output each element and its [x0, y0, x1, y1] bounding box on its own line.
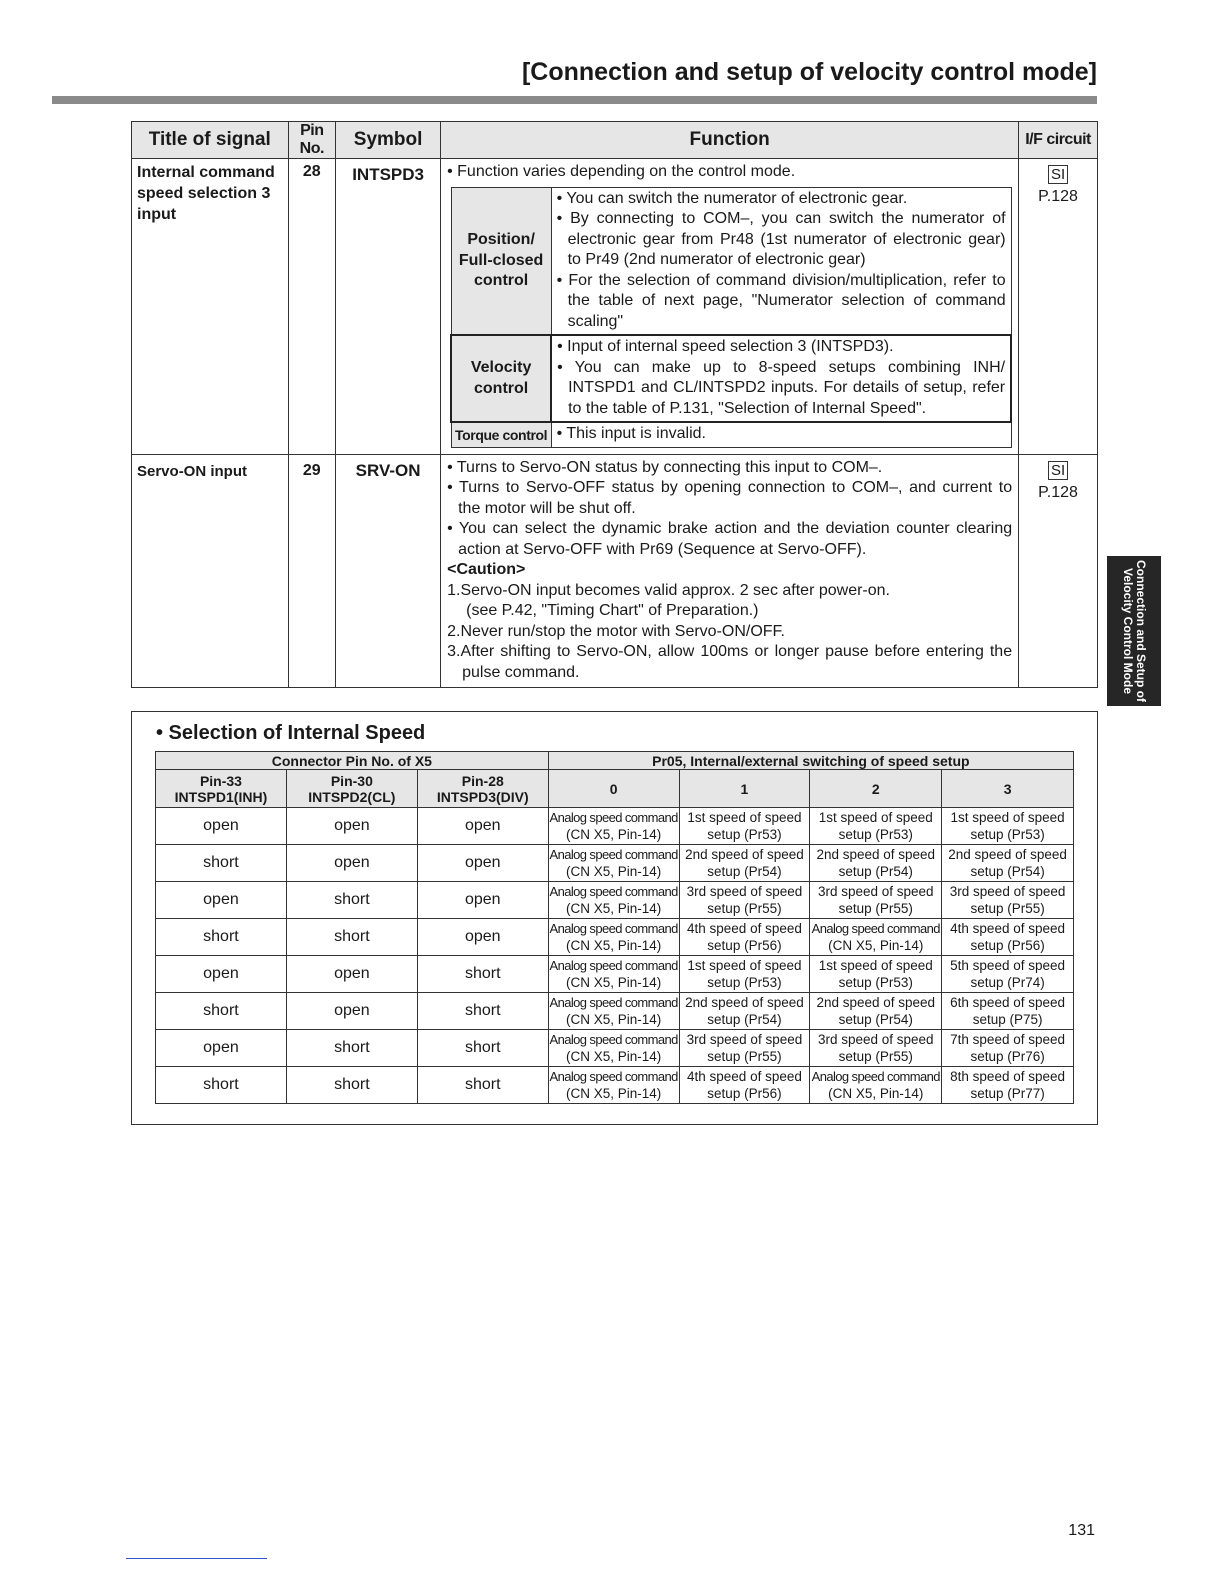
speed-setting [548, 808, 679, 845]
speed-setting-line: 2nd speed of speed [685, 846, 804, 862]
if-circuit [1019, 159, 1098, 455]
pr05-value-header: 2 [810, 770, 942, 808]
pin-state: open [156, 1030, 287, 1067]
speed-setting-line: setup (Pr55) [838, 1049, 913, 1064]
speed-setting-line: Analog speed command [549, 809, 678, 825]
if-circuit [1019, 454, 1098, 688]
speed-setting-line: Analog speed command [811, 1068, 940, 1084]
pin-state: short [417, 993, 548, 1030]
speed-setting-line: 1st speed of speed [818, 957, 933, 973]
speed-setting-line: 3rd speed of speed [949, 883, 1066, 899]
speed-setting-line: Analog speed command [549, 920, 678, 936]
speed-setting-line: 2nd speed of speed [685, 994, 804, 1010]
speed-setting [942, 845, 1074, 882]
speed-setting-line: setup (Pr53) [970, 827, 1045, 842]
side-tab-label [1121, 560, 1147, 702]
speed-setting-line: setup (Pr55) [970, 901, 1045, 916]
speed-setting-line: Analog speed command [549, 1068, 678, 1084]
mode-line: • By connecting to COM–, you can switch the numerator of electronic gear from Pr48 (1st numerator of electronic gear) to Pr49 (2nd numerator of electronic gear) [556, 210, 1006, 268]
table-row [156, 882, 1074, 919]
signal-title: Internal command speed selection 3 input [132, 159, 289, 455]
signal-table [131, 121, 1098, 688]
speed-setting-line: 1st speed of speed [818, 809, 933, 825]
col-pin-no: Pin No. [288, 122, 336, 159]
internal-speed-table [155, 751, 1074, 1104]
caution-item: 3.After shifting to Servo-ON, allow 100ms or longer pause before entering the pulse command. [447, 643, 1013, 681]
table-row [156, 956, 1074, 993]
group-connector-pins: Connector Pin No. of X5 [156, 752, 549, 770]
speed-setting-line: (CN X5, Pin-14) [828, 1086, 924, 1101]
pin-state: short [286, 1067, 417, 1104]
speed-setting-line: 3rd speed of speed [686, 1031, 803, 1047]
speed-setting-line: setup (Pr54) [838, 1012, 913, 1027]
speed-setting-line: setup (Pr77) [970, 1086, 1045, 1101]
speed-setting-line: 8th speed of speed [950, 1068, 1065, 1084]
col-title-of-signal: Title of signal [132, 122, 289, 159]
speed-setting [679, 1067, 810, 1104]
internal-speed-box [131, 711, 1098, 1125]
mode-label: Position/ Full-closed control [451, 187, 551, 335]
speed-setting-line: setup (Pr54) [707, 864, 782, 879]
mode-label: Velocity control [451, 335, 551, 422]
speed-setting-line: setup (Pr55) [707, 901, 782, 916]
table-row [156, 845, 1074, 882]
mode-line: • For the selection of command division/multiplication, refer to the table of next page, "Numerator selection of command scaling" [556, 271, 1006, 330]
speed-setting [810, 993, 942, 1030]
speed-setting-line: setup (Pr53) [707, 827, 782, 842]
speed-setting-line: Analog speed command [811, 920, 940, 936]
signal-function [441, 454, 1019, 688]
speed-setting-line: Analog speed command [549, 1031, 678, 1047]
speed-setting [679, 845, 810, 882]
speed-setting [810, 845, 942, 882]
speed-setting-line: 2nd speed of speed [816, 846, 936, 862]
pin-state: open [286, 956, 417, 993]
speed-setting-line: setup (Pr53) [707, 975, 782, 990]
speed-setting-line: 4th speed of speed [950, 920, 1065, 936]
function-intro: • Function varies depending on the control mode. [447, 163, 796, 180]
signal-pin: 29 [288, 454, 336, 688]
speed-setting [548, 956, 679, 993]
signal-row-intspd3 [132, 159, 1098, 455]
signal-table-header [132, 122, 1098, 159]
speed-setting [810, 956, 942, 993]
pin-state: open [417, 882, 548, 919]
speed-setting [810, 882, 942, 919]
signal-symbol: INTSPD3 [336, 159, 441, 455]
speed-setting [548, 882, 679, 919]
function-bullet: • Turns to Servo-ON status by connecting this input to COM–. [447, 458, 883, 476]
table-row [156, 919, 1074, 956]
speed-setting [810, 1067, 942, 1104]
pin-state: short [156, 1067, 287, 1104]
col-function: Function [441, 122, 1019, 159]
speed-setting-line: (CN X5, Pin-14) [565, 975, 662, 990]
speed-setting-line: setup (Pr54) [838, 864, 913, 879]
section-side-tab [1107, 556, 1161, 706]
pin-state: short [156, 845, 287, 882]
speed-setting [942, 808, 1074, 845]
speed-setting-line: 4th speed of speed [687, 1068, 802, 1084]
caution-label: <Caution> [447, 561, 526, 578]
signal-row-srv-on [132, 454, 1098, 688]
pin-state: short [286, 919, 417, 956]
speed-setting-line: (CN X5, Pin-14) [565, 901, 662, 916]
mode-line: • You can make up to 8-speed setups combining INH/ INTSPD1 and CL/INTSPD2 inputs. For details of setup, refer to the table of P.131, "Selection of Internal Speed". [557, 358, 1006, 417]
speed-setting [810, 808, 942, 845]
speed-setting-line: setup (Pr55) [707, 1049, 782, 1064]
speed-setting-line: setup (Pr53) [838, 827, 913, 842]
speed-setting [942, 993, 1074, 1030]
title-rule [52, 96, 1097, 104]
pin-state: open [156, 956, 287, 993]
pin-number: Pin-28 [461, 772, 504, 789]
speed-setting [548, 993, 679, 1030]
speed-setting [548, 919, 679, 956]
mode-line: • You can switch the numerator of electronic gear. [556, 189, 908, 207]
pin-state: short [286, 1030, 417, 1067]
speed-setting-line: 3rd speed of speed [817, 1031, 934, 1047]
mode-text [551, 187, 1011, 335]
pin-state: open [286, 993, 417, 1030]
speed-setting [942, 956, 1074, 993]
speed-setting-line: (CN X5, Pin-14) [565, 938, 662, 953]
speed-setting-line: Analog speed command [549, 883, 678, 899]
signal-pin: 28 [288, 159, 336, 455]
speed-setting-line: Analog speed command [549, 846, 678, 862]
speed-setting [679, 882, 810, 919]
group-pr05: Pr05, Internal/external switching of speed setup [548, 752, 1073, 770]
side-tab-line: Velocity Control Mode [1121, 567, 1135, 694]
speed-setting-line: 3rd speed of speed [686, 883, 803, 899]
speed-setting [679, 808, 810, 845]
signal-symbol: SRV-ON [336, 454, 441, 688]
speed-table-body [156, 808, 1074, 1104]
speed-setting [679, 956, 810, 993]
speed-setting-line: 4th speed of speed [687, 920, 802, 936]
pr05-value-header: 0 [548, 770, 679, 808]
col-if-circuit: I/F circuit [1019, 122, 1098, 159]
speed-setting-line: 1st speed of speed [687, 957, 802, 973]
speed-setting-line: 7th speed of speed [950, 1031, 1065, 1047]
pin-state: open [417, 845, 548, 882]
pin-state: open [286, 808, 417, 845]
pin-signal-name: INTSPD3(DIV) [436, 788, 529, 805]
pin-header [286, 770, 417, 808]
speed-setting-line: 6th speed of speed [950, 994, 1065, 1010]
speed-table-group-header [156, 752, 1074, 770]
mode-line: • This input is invalid. [556, 425, 706, 442]
speed-setting-line: setup (Pr56) [970, 938, 1045, 953]
speed-setting [679, 919, 810, 956]
pin-header [156, 770, 287, 808]
if-page-ref: P.128 [1038, 483, 1078, 501]
speed-setting-line: setup (P75) [972, 1012, 1043, 1027]
function-bullet: • You can select the dynamic brake action and the deviation counter clearing action at Servo-OFF with Pr69 (Sequence at Servo-OFF). [447, 520, 1013, 558]
speed-setting-line: (CN X5, Pin-14) [565, 1012, 662, 1027]
speed-setting [942, 1030, 1074, 1067]
pin-state: short [156, 993, 287, 1030]
pin-state: short [417, 956, 548, 993]
if-symbol: SI [1048, 165, 1068, 184]
function-bullet: • Turns to Servo-OFF status by opening connection to COM–, and current to the motor will be shut off. [447, 479, 1013, 517]
page-number: 131 [1068, 1522, 1095, 1539]
speed-setting [810, 1030, 942, 1067]
mode-text [551, 335, 1011, 422]
speed-setting [942, 919, 1074, 956]
table-row [156, 1030, 1074, 1067]
speed-setting-line: Analog speed command [549, 994, 678, 1010]
speed-setting-line: setup (Pr54) [970, 864, 1045, 879]
pin-number: Pin-33 [199, 772, 242, 789]
speed-setting [548, 845, 679, 882]
table-row [156, 993, 1074, 1030]
pin-header [417, 770, 548, 808]
pin-signal-name: INTSPD2(CL) [308, 788, 396, 805]
speed-setting-line: 1st speed of speed [687, 809, 802, 825]
mode-line: • Input of internal speed selection 3 (INTSPD3). [557, 338, 894, 355]
signal-title: Servo-ON input [132, 454, 289, 688]
speed-setting [679, 993, 810, 1030]
pin-state: open [156, 882, 287, 919]
mode-row-velocity [451, 335, 1011, 422]
speed-setting-line: Analog speed command [549, 957, 678, 973]
speed-setting-line: setup (Pr53) [838, 975, 913, 990]
col-symbol: Symbol [336, 122, 441, 159]
pin-state: open [286, 845, 417, 882]
speed-setting-line: setup (Pr55) [838, 901, 913, 916]
pin-state: short [417, 1030, 548, 1067]
speed-setting-line: 3rd speed of speed [817, 883, 934, 899]
mode-row-position [451, 187, 1011, 335]
speed-setting-line: 5th speed of speed [950, 957, 1065, 973]
pr05-value-header: 3 [942, 770, 1074, 808]
mode-label: Torque control [451, 422, 551, 447]
speed-setting-line: setup (Pr56) [707, 1086, 782, 1101]
speed-setting-line: setup (Pr74) [970, 975, 1045, 990]
caution-item: (see P.42, "Timing Chart" of Preparation.) [466, 602, 759, 619]
caution-item: 2.Never run/stop the motor with Servo-ON/OFF. [447, 622, 785, 640]
pin-state: short [417, 1067, 548, 1104]
pin-state: short [156, 919, 287, 956]
pr05-value-header: 1 [679, 770, 810, 808]
table-row [156, 808, 1074, 845]
pin-number: Pin-30 [330, 772, 373, 789]
internal-speed-heading: • Selection of Internal Speed [156, 722, 426, 744]
speed-setting-line: (CN X5, Pin-14) [565, 1049, 662, 1064]
side-tab-line: Connection and Setup of [1134, 560, 1148, 702]
mode-table [450, 187, 1012, 448]
speed-setting-line: 2nd speed of speed [816, 994, 936, 1010]
speed-setting [942, 882, 1074, 919]
mode-row-torque [451, 422, 1011, 447]
speed-setting-line: 1st speed of speed [950, 809, 1065, 825]
speed-setting-line: setup (Pr56) [707, 938, 782, 953]
table-row [156, 1067, 1074, 1104]
footer-link-line [126, 1558, 267, 1559]
speed-setting-line: (CN X5, Pin-14) [828, 938, 924, 953]
pin-state: short [286, 882, 417, 919]
speed-setting-line: (CN X5, Pin-14) [565, 1086, 662, 1101]
speed-setting [548, 1067, 679, 1104]
pin-state: open [417, 808, 548, 845]
if-page-ref: P.128 [1038, 188, 1078, 205]
speed-setting [942, 1067, 1074, 1104]
caution-item: 1.Servo-ON input becomes valid approx. 2 sec after power-on. [447, 581, 890, 599]
speed-table-header [156, 770, 1074, 808]
speed-setting-line: (CN X5, Pin-14) [565, 864, 662, 879]
speed-setting-line: (CN X5, Pin-14) [565, 827, 662, 842]
speed-setting [548, 1030, 679, 1067]
pin-state: open [156, 808, 287, 845]
speed-setting-line: 2nd speed of speed [948, 846, 1067, 862]
if-symbol: SI [1048, 461, 1068, 480]
pin-signal-name: INTSPD1(INH) [174, 788, 268, 805]
speed-setting [679, 1030, 810, 1067]
page-title: [Connection and setup of velocity control mode] [521, 58, 1097, 86]
mode-text [551, 422, 1011, 447]
speed-setting [810, 919, 942, 956]
speed-setting-line: setup (Pr76) [970, 1049, 1045, 1064]
signal-function [441, 159, 1019, 455]
speed-setting-line: setup (Pr54) [707, 1012, 782, 1027]
pin-state: open [417, 919, 548, 956]
